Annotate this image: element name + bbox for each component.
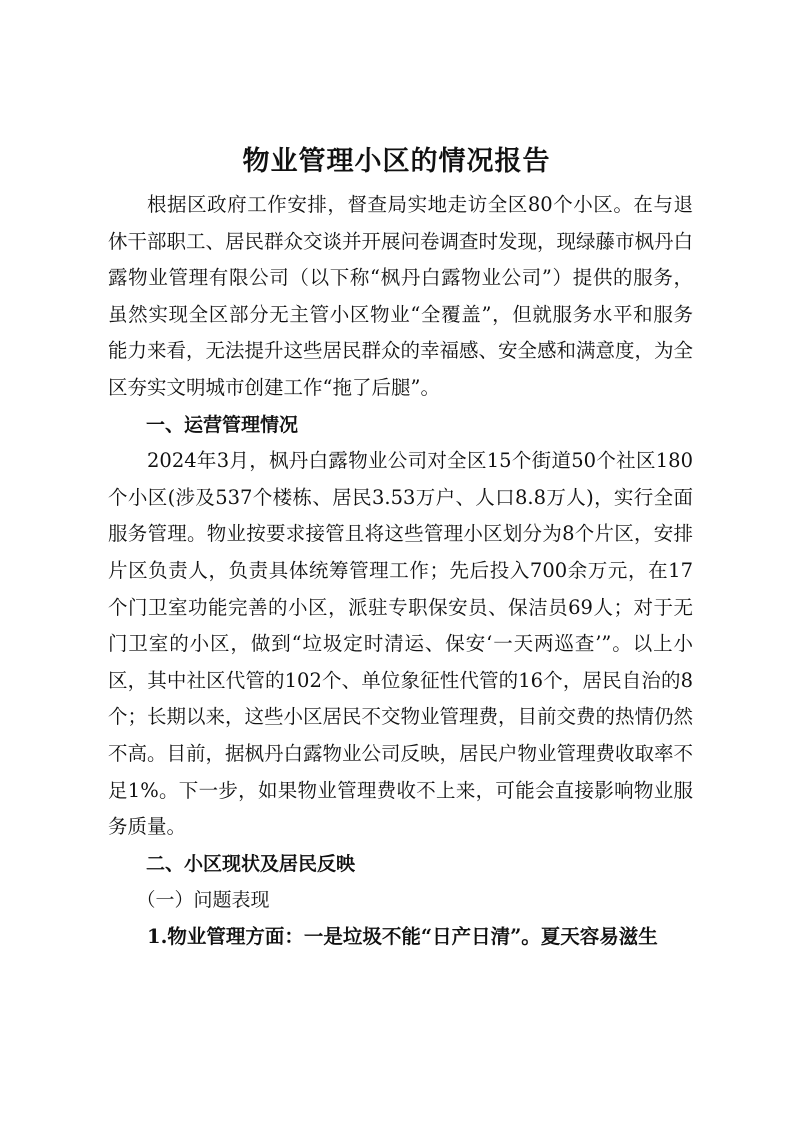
subsection-heading-problems: （一）问题表现 [136,889,270,912]
operations-paragraph: 2024年3月，枫丹白露物业公司对全区15个街道50个社区180个小区(涉及537个楼栋、居民3.53万户、人口8.8万人)，实行全面服务管理。物业按要求接管且将这些管理小区划分为8个片区，安排片区负责人，负责具体统筹管理工作；先后投入700余万元，在17个门卫室功能完善的小区，派驻专职保安员、保洁员69人；对于无门卫室的小区，做到“垃圾定时清运、保安‘一天两巡查’”。以上小区，其中社区代管的102个、单位象征性代管的16个，居民自治的8个；长期以来，这些小区居民不交物业管理费，目前交费的热情仍然不高。目前，据枫丹白露物业公司反映，居民户物业管理费收取率不足1%。下一步，如果物业管理费收不上来，可能会直接影响物业服务质量。 [108,449,694,839]
document-title: 物业管理小区的情况报告 [242,146,551,177]
section-heading-status: 二、小区现状及居民反映 [146,852,356,875]
document-body [108,187,693,955]
problem-item-property-management: 1.物业管理方面：一是垃圾不能“日产日清”。夏天容易滋生 [147,924,658,948]
intro-paragraph: 根据区政府工作安排，督查局实地走访全区80个小区。在与退休干部职工、居民群众交谈并开展问卷调查时发现，现绿藤市枫丹白露物业管理有限公司（以下称“枫丹白露物业公司”）提供的服务，虽然实现全区部分无主管小区物业“全覆盖”，但就服务水平和服务能力来看，无法提升这些居民群众的幸福感、安全感和满意度，为全区夯实文明城市创建工作“拖了后腿”。 [108,193,694,399]
section-heading-operations: 一、运营管理情况 [146,413,299,436]
